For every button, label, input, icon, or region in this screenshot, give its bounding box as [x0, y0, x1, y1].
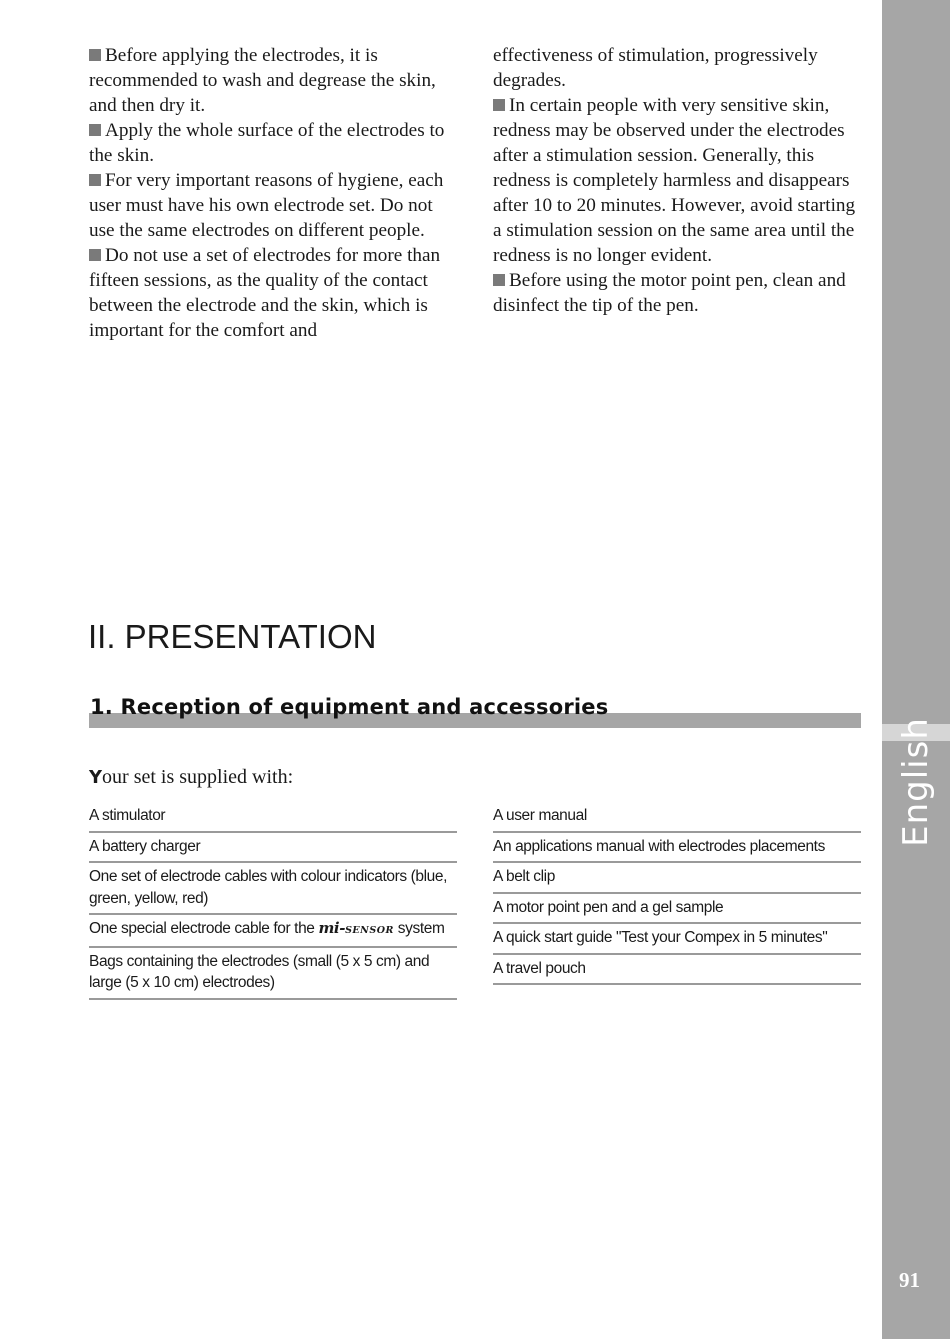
section-title: II. PRESENTATION [88, 618, 377, 655]
list-item: A quick start guide "Test your Compex in 5 minutes" [493, 924, 861, 955]
bullet-paragraph [89, 43, 461, 118]
paragraph-text: Do not use a set of electrodes for more than fifteen sessions, as the quality of the contact between the electrode and the skin, which is important for the comfort and [89, 245, 441, 341]
bullet-paragraph [493, 93, 865, 268]
right-text-column [493, 43, 865, 318]
subsection-title: 1. Reception of equipment and accessories [90, 695, 609, 719]
language-sidebar [882, 0, 950, 1339]
intro-initial: Y [89, 767, 103, 788]
intro-text: our set is supplied with: [102, 766, 294, 788]
paragraph-text: In certain people with very sensitive skin, redness may be observed under the electrodes after a stimulation session. Generally, this redness is completely harmless and disappears after 10 to 20 minutes. However, avoid starting a stimulation session on the same area until the redness is no longer evident. [493, 95, 856, 266]
language-label: English [896, 717, 936, 847]
list-item: Bags containing the electrodes (small (5 x 5 cm) and large (5 x 10 cm) electrodes) [89, 948, 457, 1000]
bullet-paragraph [89, 243, 461, 343]
square-bullet-icon [89, 49, 101, 61]
paragraph-text: For very important reasons of hygiene, each user must have his own electrode set. Do not use the same electrodes on different people. [89, 170, 444, 241]
item-text: One special electrode cable for the [89, 920, 319, 937]
supplied-items-left [89, 802, 457, 1000]
square-bullet-icon [89, 174, 101, 186]
page-number: 91 [899, 1268, 920, 1292]
mi-sensor-logo: mi-SENSOR [318, 919, 394, 937]
supplied-intro [89, 766, 293, 789]
list-item: A motor point pen and a gel sample [493, 894, 861, 925]
list-item: A belt clip [493, 863, 861, 894]
paragraph-text: Before applying the electrodes, it is recommended to wash and degrease the skin, and then dry it. [89, 45, 436, 116]
square-bullet-icon [493, 99, 505, 111]
list-item: A battery charger [89, 833, 457, 864]
list-item: A travel pouch [493, 955, 861, 986]
list-item: An applications manual with electrodes placements [493, 833, 861, 864]
list-item: A user manual [493, 802, 861, 833]
bullet-paragraph [89, 168, 461, 243]
supplied-items-right [493, 802, 861, 985]
square-bullet-icon [493, 274, 505, 286]
bullet-paragraph [89, 118, 461, 168]
item-text: system [393, 920, 445, 937]
continued-paragraph: effectiveness of stimulation, progressively degrades. [493, 45, 818, 91]
paragraph-text: Before using the motor point pen, clean and disinfect the tip of the pen. [493, 270, 846, 316]
paragraph-text: Apply the whole surface of the electrodes to the skin. [89, 120, 445, 166]
square-bullet-icon [89, 124, 101, 136]
bullet-paragraph [493, 268, 865, 318]
list-item [89, 915, 457, 948]
list-item: A stimulator [89, 802, 457, 833]
left-text-column [89, 43, 461, 343]
list-item: One set of electrode cables with colour indicators (blue, green, yellow, red) [89, 863, 457, 915]
square-bullet-icon [89, 249, 101, 261]
